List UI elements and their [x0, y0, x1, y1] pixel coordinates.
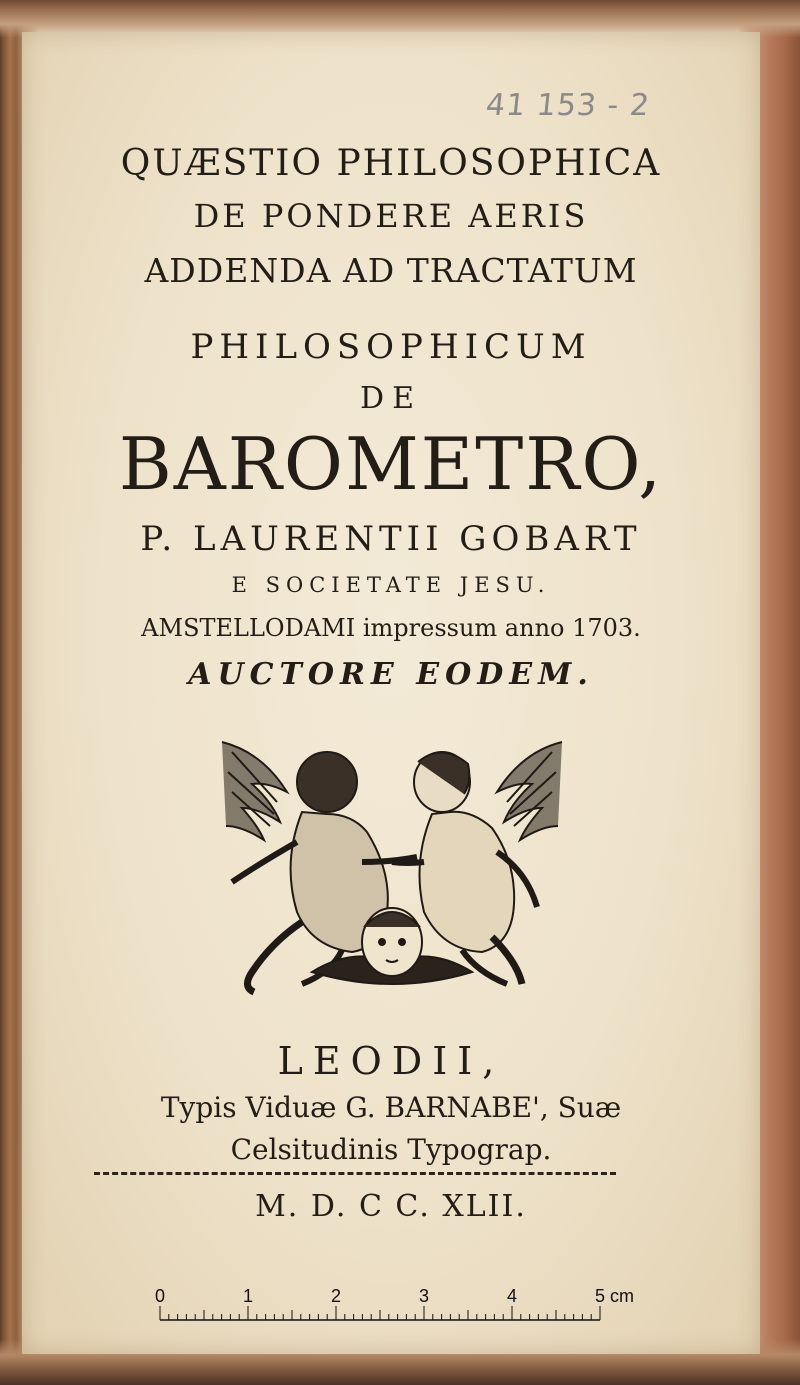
- putti-woodcut-ornament: [192, 722, 592, 1022]
- scale-label-2: 2: [330, 1288, 342, 1306]
- scale-label-3: 3: [418, 1288, 430, 1306]
- imprint-rule: [94, 1172, 616, 1175]
- title-line-1: QUÆSTIO PHILOSOPHICA: [120, 143, 662, 184]
- scale-label-1: 1: [242, 1288, 254, 1306]
- imprint-printer-line-1: Typis Viduæ G. BARNABE', Suæ: [160, 1091, 622, 1124]
- imprint-printer-line-2: Celsitudinis Typograp.: [230, 1133, 552, 1166]
- scale-label-5: 5: [594, 1288, 606, 1306]
- auctore-eodem: AUCTORE EODEM.: [188, 657, 594, 692]
- author-name: P. LAURENTII GOBART: [140, 519, 642, 559]
- title-line-4: PHILOSOPHICUM: [190, 327, 592, 367]
- author-affiliation: E SOCIETATE JESU.: [231, 573, 551, 597]
- title-page: [22, 32, 760, 1354]
- shelfmark: 41 153 - 2: [484, 88, 652, 123]
- scale-label-4: 4: [506, 1288, 518, 1306]
- title-line-3: ADDENDA AD TRACTATUM: [144, 251, 638, 290]
- title-line-2: DE PONDERE AERIS: [193, 197, 589, 235]
- scale-label-0: 0: [154, 1288, 166, 1306]
- title-line-5: DE: [360, 381, 422, 416]
- main-title: BAROMETRO,: [118, 422, 664, 506]
- centimeter-scale-bar: [120, 1288, 650, 1336]
- scale-unit: cm: [610, 1288, 634, 1306]
- imprint-place: LEODII,: [277, 1039, 505, 1083]
- imprint-date: M. D. C C. XLII.: [255, 1189, 527, 1224]
- prior-edition-note: AMSTELLODAMI impressum anno 1703.: [141, 614, 641, 642]
